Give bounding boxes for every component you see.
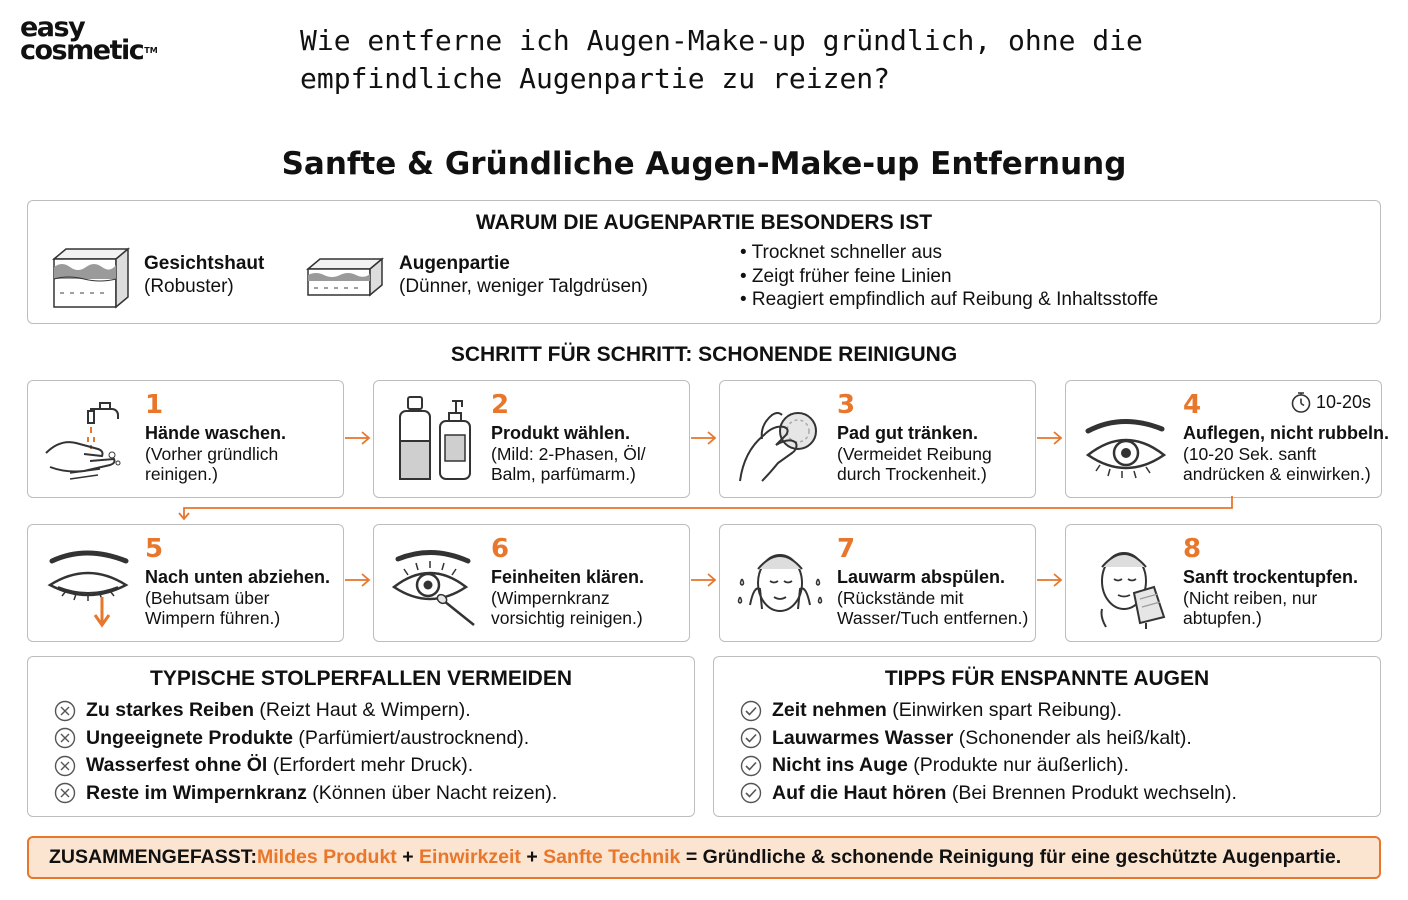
- why-bullet: • Zeigt früher feine Linien: [740, 265, 952, 287]
- arrow-right-icon: [690, 572, 718, 588]
- brand-line2: cosmetic: [20, 35, 144, 66]
- pitfall-rest: (Reizt Haut & Wimpern).: [253, 699, 471, 721]
- bottles-icon: [386, 395, 482, 487]
- step-desc: (Behutsam über Wimpern führen.): [145, 588, 281, 628]
- summary-plus: +: [520, 846, 544, 868]
- step-desc: (Vorher gründlich reinigen.): [145, 444, 279, 484]
- step-number: 3: [837, 390, 856, 420]
- pitfall-bold: Wasserfest ohne Öl: [86, 754, 268, 776]
- stopwatch-icon: [1290, 391, 1312, 413]
- step-number: 6: [491, 534, 510, 564]
- pitfall-item: [54, 697, 557, 725]
- timer-label: 10-20s: [1315, 391, 1371, 412]
- face-skin-text: [144, 253, 264, 298]
- tip-item: [740, 780, 1237, 808]
- cotton-pad-icon: [732, 395, 828, 487]
- tips-heading: TIPPS FÜR ENSPANNTE AUGEN: [884, 667, 1210, 690]
- tip-bold: Auf die Haut hören: [772, 781, 947, 804]
- pitfall-item: [54, 752, 557, 780]
- brand-tm: TM: [144, 46, 158, 55]
- row-connector-arrow: [176, 496, 1236, 522]
- brand-logo: [20, 12, 158, 66]
- tip-bold: Nicht ins Auge: [772, 754, 908, 776]
- face-skin-layer-icon: [52, 245, 130, 309]
- why-section: [27, 200, 1381, 324]
- closed-eye-arrow-icon: [40, 539, 136, 631]
- tip-bold: Lauwarmes Wasser: [772, 726, 954, 749]
- why-bullet: • Trocknet schneller aus: [740, 242, 943, 263]
- step-title: Sanft trockentupfen.: [1183, 567, 1359, 587]
- pitfall-item: [54, 780, 557, 808]
- step-desc: (Mild: 2-Phasen, Öl/ Balm, parfümarm.): [491, 444, 646, 484]
- face-skin-title: Gesichtshaut: [144, 253, 265, 274]
- arrow-right-icon: [344, 430, 372, 446]
- tip-rest: (Produkte nur äußerlich).: [907, 754, 1129, 776]
- why-heading: WARUM DIE AUGENPARTIE BESONDERS IST: [475, 211, 933, 234]
- pitfall-rest: (Erfordert mehr Druck).: [267, 754, 474, 776]
- step-number: 5: [145, 534, 164, 564]
- pitfall-bold: Zu starkes Reiben: [86, 699, 254, 721]
- tips-panel: [713, 656, 1381, 817]
- step-title: Nach unten abziehen.: [145, 567, 331, 587]
- tip-item: [740, 752, 1237, 780]
- tip-bold: Zeit nehmen: [772, 699, 887, 721]
- x-circle-icon: [54, 782, 76, 804]
- pitfall-rest: (Parfümiert/austrocknend).: [292, 726, 530, 749]
- question-heading: Wie entferne ich Augen-Make-up gründlich, ohne die empfindliche Augenpartie zu reizen?: [300, 24, 1143, 95]
- step-title: Feinheiten klären.: [491, 567, 645, 587]
- why-bullet: • Reagiert empfindlich auf Reibung & Inhaltsstoffe: [740, 289, 1159, 310]
- step-title: Hände waschen.: [145, 423, 287, 443]
- summary-result: = Gründliche & schonende Reinigung für eine geschützte Augenpartie.: [680, 846, 1342, 868]
- summary-part-3: Sanfte Technik: [543, 846, 681, 868]
- step-title: Produkt wählen.: [491, 423, 631, 443]
- check-circle-icon: [740, 755, 762, 777]
- arrow-right-icon: [344, 572, 372, 588]
- summary-banner: [27, 836, 1381, 879]
- brand-line1: easy: [20, 12, 85, 43]
- step-number: 8: [1183, 534, 1202, 564]
- arrow-right-icon: [1036, 430, 1064, 446]
- tip-rest: (Einwirken spart Reibung).: [886, 699, 1123, 721]
- tip-rest: (Bei Brennen Produkt wechseln).: [946, 781, 1237, 804]
- step-desc: (Vermeidet Reibung durch Trockenheit.): [837, 444, 992, 484]
- check-circle-icon: [740, 700, 762, 722]
- tip-item: [740, 697, 1237, 725]
- eye-skin-text: [399, 253, 648, 298]
- face-towel-icon: [1078, 539, 1174, 631]
- arrow-right-icon: [690, 430, 718, 446]
- step-3-card: [719, 380, 1036, 498]
- summary-part-1: Mildes Produkt: [257, 846, 397, 868]
- check-circle-icon: [740, 782, 762, 804]
- timer-badge: [1290, 391, 1371, 413]
- eye-icon: [1078, 395, 1174, 487]
- tip-item: [740, 725, 1237, 753]
- step-7-card: [719, 524, 1036, 642]
- step-desc: (Wimpernkranz vorsichtig reinigen.): [491, 588, 643, 628]
- step-6-card: [373, 524, 690, 642]
- step-number: 4: [1183, 390, 1202, 420]
- eye-skin-sub: (Dünner, weniger Talgdrüsen): [399, 276, 648, 297]
- pitfalls-panel: [27, 656, 695, 817]
- summary-part-2: Einwirkzeit: [419, 846, 521, 868]
- step-desc: (10-20 Sek. sanft andrücken & einwirken.): [1183, 444, 1371, 484]
- pitfall-item: [54, 725, 557, 753]
- eye-skin-layer-icon: [306, 255, 384, 299]
- tips-list: [740, 697, 1237, 807]
- step-desc: (Rückstände mit Wasser/Tuch entfernen.): [837, 588, 1029, 628]
- eye-skin-title: Augenpartie: [399, 253, 510, 274]
- step-number: 7: [837, 534, 856, 564]
- pitfalls-heading: TYPISCHE STOLPERFALLEN VERMEIDEN: [150, 667, 572, 690]
- pitfall-bold: Reste im Wimpernkranz: [86, 781, 307, 804]
- pitfall-bold: Ungeeignete Produkte: [86, 726, 293, 749]
- x-circle-icon: [54, 755, 76, 777]
- check-circle-icon: [740, 727, 762, 749]
- face-skin-sub: (Robuster): [144, 276, 234, 297]
- step-title: Auflegen, nicht rubbeln.: [1183, 423, 1389, 443]
- step-number: 1: [145, 390, 164, 420]
- arrow-right-icon: [1036, 572, 1064, 588]
- pitfalls-list: [54, 697, 557, 807]
- face-rinse-icon: [732, 539, 828, 631]
- summary-label: ZUSAMMENGEFASST:: [49, 846, 258, 868]
- step-title: Lauwarm abspülen.: [837, 567, 1006, 587]
- step-8-card: [1065, 524, 1382, 642]
- step-number: 2: [491, 390, 510, 420]
- pitfall-rest: (Können über Nacht reizen).: [306, 781, 558, 804]
- step-4-card: [1065, 380, 1389, 498]
- step-title: Pad gut tränken.: [837, 423, 979, 443]
- tip-rest: (Schonender als heiß/kalt).: [953, 726, 1192, 749]
- x-circle-icon: [54, 727, 76, 749]
- why-bullets: [740, 241, 1158, 312]
- hand-washing-icon: [40, 395, 136, 487]
- summary-plus: +: [396, 846, 420, 868]
- step-2-card: [373, 380, 690, 498]
- step-1-card: [27, 380, 344, 498]
- step-desc: (Nicht reiben, nur abtupfen.): [1183, 588, 1318, 628]
- step-5-card: [27, 524, 344, 642]
- x-circle-icon: [54, 700, 76, 722]
- steps-heading: SCHRITT FÜR SCHRITT: SCHONENDE REINIGUNG: [450, 343, 958, 366]
- eye-swab-icon: [386, 539, 482, 631]
- page-title: Sanfte & Gründliche Augen-Make-up Entfernung: [281, 146, 1127, 182]
